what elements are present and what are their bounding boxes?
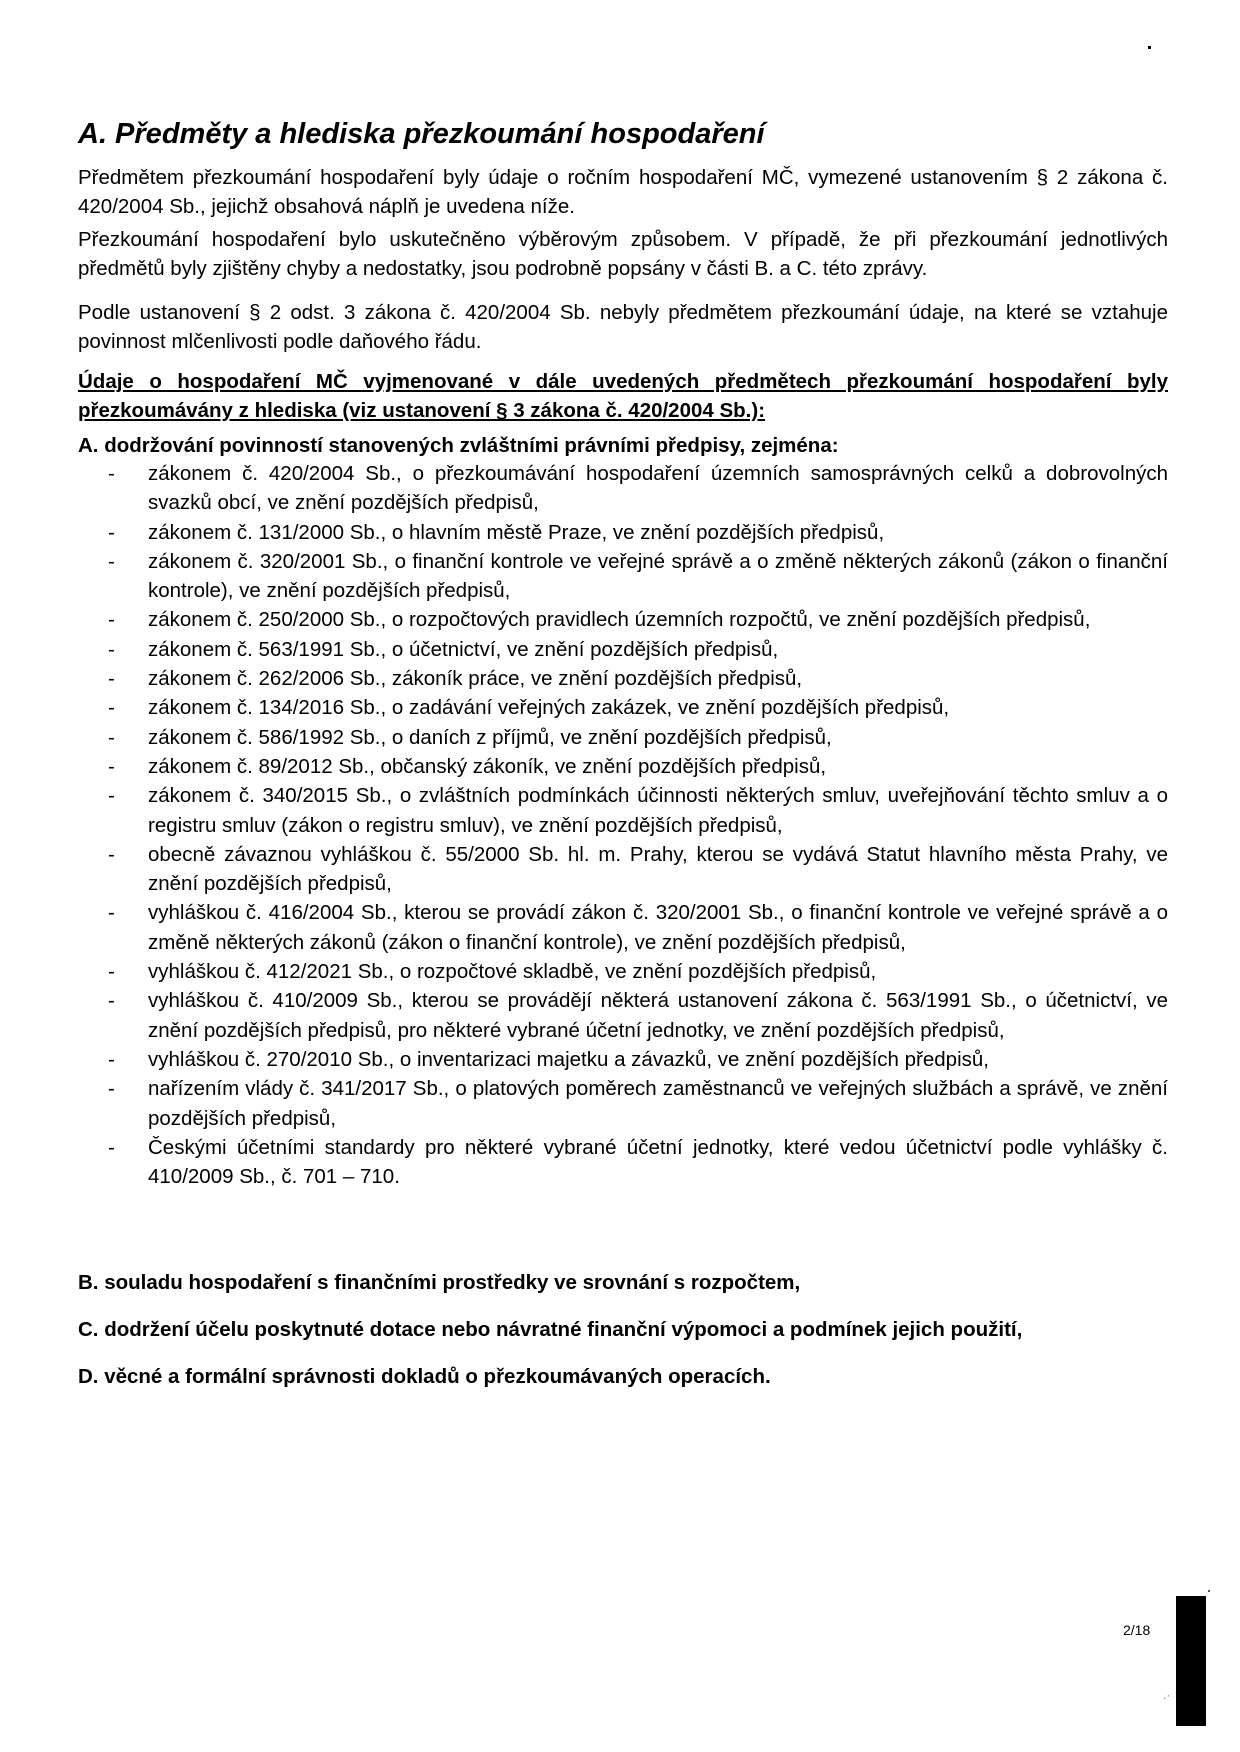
- scan-edge-bar: [1176, 1596, 1206, 1726]
- list-item: - zákonem č. 250/2000 Sb., o rozpočtových pravidlech územních rozpočtů, ve znění pozdějších předpisů,: [78, 605, 1168, 634]
- list-item: - zákonem č. 134/2016 Sb., o zadávání veřejných zakázek, ve znění pozdějších předpisů,: [78, 693, 1168, 722]
- list-item: - nařízením vlády č. 341/2017 Sb., o platových poměrech zaměstnanců ve veřejných službách a správě, ve znění pozdějších předpisů,: [78, 1074, 1168, 1133]
- list-item: - Českými účetními standardy pro některé vybrané účetní jednotky, které vedou účetnictví podle vyhlášky č. 410/2009 Sb., č. 701 – 710.: [78, 1133, 1168, 1192]
- list-item: - zákonem č. 563/1991 Sb., o účetnictví, ve znění pozdějších předpisů,: [78, 635, 1168, 664]
- section-c-title: C. dodržení účelu poskytnuté dotace nebo návratné finanční výpomoci a podmínek jejich použití,: [78, 1318, 1023, 1341]
- list-item: - zákonem č. 320/2001 Sb., o finanční kontrole ve veřejné správě a o změně některých zákonů (zákon o finanční kontrole), ve znění pozdějších předpisů,: [78, 547, 1168, 606]
- paragraph-confidentiality: Podle ustanovení § 2 odst. 3 zákona č. 420/2004 Sb. nebyly předmětem přezkoumání údaje, na které se vztahuje povinnost mlčenlivosti podle daňového řádu.: [78, 301, 1168, 353]
- list-item: - obecně závaznou vyhláškou č. 55/2000 Sb. hl. m. Prahy, kterou se vydává Statut hlavního města Prahy, ve znění pozdějších předpisů,: [78, 840, 1168, 899]
- list-item: - zákonem č. 340/2015 Sb., o zvláštních podmínkách účinnosti některých smluv, uveřejňování těchto smluv a o registru smluv (zákon o registru smluv), ve znění pozdějších předpisů,: [78, 781, 1168, 840]
- paragraph-method: Přezkoumání hospodaření bylo uskutečněno výběrovým způsobem. V případě, že při přezkoumání jednotlivých předmětů byly zjištěny chyby a nedostatky, jsou podrobně popsány v části B. a C. této zprávy.: [78, 228, 1168, 280]
- list-item: - zákonem č. 131/2000 Sb., o hlavním městě Praze, ve znění pozdějších předpisů,: [78, 518, 1168, 547]
- paragraph-review-aspects: Údaje o hospodaření MČ vyjmenované v dále uvedených předmětech přezkoumání hospodaření byly přezkoumávány z hlediska (viz ustanovení § 3 zákona č. 420/2004 Sb.):: [78, 370, 1168, 422]
- paragraph-subject: Předmětem přezkoumání hospodaření byly údaje o ročním hospodaření MČ, vymezené ustanovením § 2 zákona č. 420/2004 Sb., jejichž obsahová náplň je uvedena níže.: [78, 166, 1168, 218]
- page-heading: A. Předměty a hlediska přezkoumání hospodaření: [78, 118, 765, 150]
- list-item: - zákonem č. 420/2004 Sb., o přezkoumávání hospodaření územních samosprávných celků a dobrovolných svazků obcí, ve znění pozdějších předpisů,: [78, 459, 1168, 518]
- list-item: - vyhláškou č. 410/2009 Sb., kterou se provádějí některá ustanovení zákona č. 563/1991 Sb., o účetnictví, ve znění pozdějších předpisů, pro některé vybrané účetní jednotky, ve znění pozdějších předpisů,: [78, 986, 1168, 1045]
- list-item: - zákonem č. 89/2012 Sb., občanský zákoník, ve znění pozdějších předpisů,: [78, 752, 1168, 781]
- list-item: - vyhláškou č. 412/2021 Sb., o rozpočtové skladbě, ve znění pozdějších předpisů,: [78, 957, 1168, 986]
- section-d-title: D. věcné a formální správnosti dokladů o přezkoumávaných operacích.: [78, 1365, 771, 1388]
- law-list: [78, 459, 1168, 1191]
- list-item: - zákonem č. 262/2006 Sb., zákoník práce, ve znění pozdějších předpisů,: [78, 664, 1168, 693]
- scan-mark: [1208, 1590, 1210, 1592]
- list-item: - zákonem č. 586/1992 Sb., o daních z příjmů, ve znění pozdějších předpisů,: [78, 723, 1168, 752]
- scan-mark: .·: [1163, 1688, 1171, 1702]
- section-b-title: B. souladu hospodaření s finančními prostředky ve srovnání s rozpočtem,: [78, 1271, 801, 1294]
- list-item: - vyhláškou č. 416/2004 Sb., kterou se provádí zákon č. 320/2001 Sb., o finanční kontrole ve veřejné správě a o změně některých zákonů (zákon o finanční kontrole), ve znění pozdějších předpisů,: [78, 898, 1168, 957]
- scan-dot: [1148, 46, 1151, 49]
- section-a-title: A. dodržování povinností stanovených zvláštními právními předpisy, zejména:: [78, 434, 839, 457]
- list-item: - vyhláškou č. 270/2010 Sb., o inventarizaci majetku a závazků, ve znění pozdějších předpisů,: [78, 1045, 1168, 1074]
- page-number: 2/18: [1123, 1622, 1151, 1638]
